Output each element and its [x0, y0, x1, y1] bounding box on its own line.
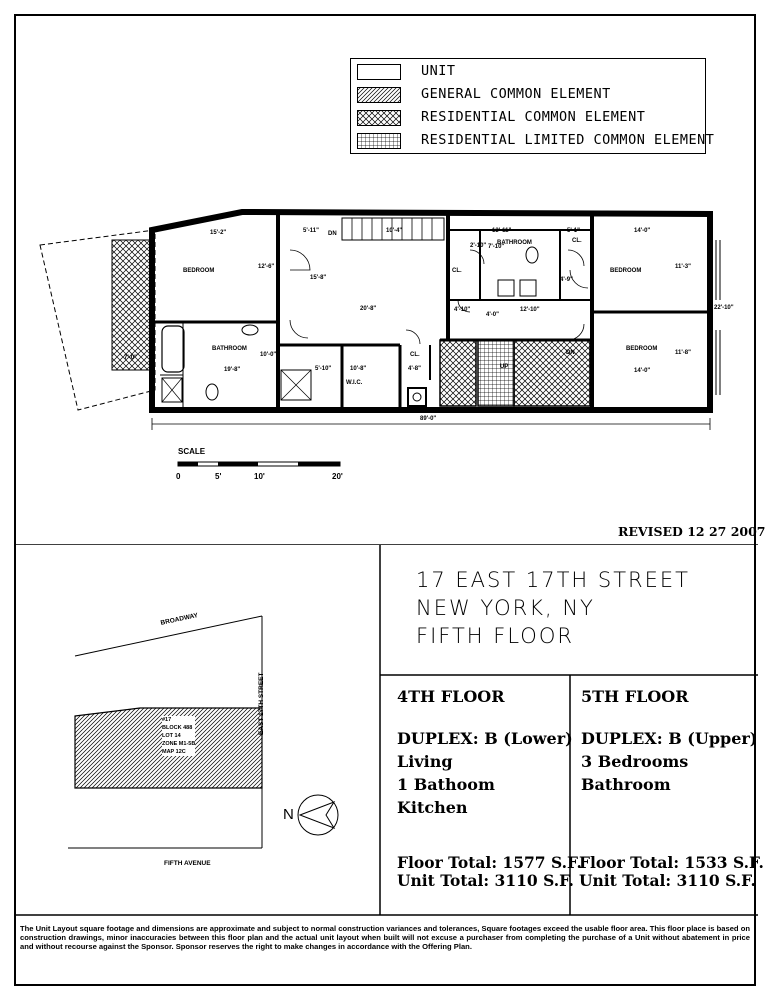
- dimension-label: 4'-10": [454, 307, 471, 313]
- room-label: BATHROOM: [212, 346, 247, 352]
- address-line3: FIFTH FLOOR: [416, 624, 574, 648]
- dimension-label: 11'-3": [675, 264, 691, 270]
- floor-heading: 5TH FLOOR: [581, 687, 689, 706]
- dimension-label: 10'-8": [350, 366, 367, 372]
- address-line2: NEW YORK, NY: [416, 596, 595, 620]
- floor-total: Floor Total: 1577 S.F.: [397, 853, 582, 872]
- dimension-label: 2'-10": [470, 243, 487, 249]
- lot-line: BLOCK 488: [162, 725, 193, 731]
- dimension-label: 12'-6": [258, 264, 275, 270]
- scale-tick: 10': [254, 472, 265, 481]
- floor-details: [397, 727, 573, 819]
- dimension-label: 22'-10": [714, 305, 734, 311]
- room-label: CL.: [410, 352, 420, 358]
- dimension-label: 20'-8": [360, 306, 377, 312]
- lot-line: LOT 14: [162, 733, 181, 739]
- dimension-label: 19'-8": [224, 367, 241, 373]
- scale-tick: 5': [215, 472, 222, 481]
- dimension-label: 15'-8": [310, 275, 327, 281]
- floor-line: Kitchen: [397, 798, 468, 817]
- floor-total: Floor Total: 1533 S.F.: [579, 853, 764, 872]
- room-label: CL.: [572, 238, 582, 244]
- dimension-label: 15'-2": [210, 230, 227, 236]
- floor-heading: 4TH FLOOR: [397, 687, 505, 706]
- floor-line: DUPLEX: B (Upper): [581, 729, 758, 748]
- floor-line: DUPLEX: B (Lower): [397, 729, 573, 748]
- dimension-label: 11'-8": [675, 350, 691, 356]
- floor-line: 3 Bedrooms: [581, 752, 689, 771]
- room-label: BEDROOM: [183, 268, 215, 274]
- room-label: CL.: [452, 268, 462, 274]
- dimension-label: 14'-0": [634, 228, 651, 234]
- address-line1: 17 EAST 17TH STREET: [416, 568, 690, 592]
- floor-line: Living: [397, 752, 453, 771]
- street-label-broadway: BROADWAY: [160, 612, 199, 627]
- dimension-label: 14'-0": [634, 368, 651, 374]
- legend-label: RESIDENTIAL COMMON ELEMENT: [421, 109, 646, 125]
- dimension-label: 12'-10": [520, 307, 540, 313]
- legend-label: RESIDENTIAL LIMITED COMMON ELEMENT: [421, 132, 715, 148]
- stair-label: DN: [566, 350, 575, 356]
- dimension-label: 10'-0": [260, 352, 277, 358]
- legend-label: GENERAL COMMON ELEMENT: [421, 86, 611, 102]
- dimension-label: 10'-4": [386, 228, 403, 234]
- floor-totals: [579, 854, 764, 890]
- lot-info: [162, 716, 195, 756]
- dimension-label: 5'-11": [303, 228, 319, 234]
- room-label: W.I.C.: [346, 380, 363, 386]
- unit-total: Unit Total: 3110 S.F.: [397, 871, 574, 890]
- lot-line: #17: [162, 717, 172, 723]
- north-arrow: [300, 802, 334, 828]
- lot-line: MAP 12C: [162, 749, 186, 755]
- lot-line: ZONE M1-5B: [162, 741, 196, 747]
- north-label: N: [283, 806, 294, 823]
- dimension-label: 4'-0": [486, 312, 499, 318]
- dimension-label: 13'-11": [492, 228, 512, 234]
- dimension-label: 5'-10": [315, 366, 332, 372]
- street-label-east17: EAST 17TH STREET: [258, 672, 265, 735]
- floor-details: [581, 727, 757, 796]
- dimension-label: 4'-8": [408, 366, 421, 372]
- room-label: BEDROOM: [610, 268, 642, 274]
- unit-total: Unit Total: 3110 S.F.: [579, 871, 756, 890]
- room-label: BATHROOM: [497, 240, 532, 246]
- dimension-label: 5'-1": [567, 228, 580, 234]
- dimension-label: 4'-9": [560, 277, 573, 283]
- street-label-fifth: FIFTH AVENUE: [164, 860, 211, 867]
- scale-tick: 20': [332, 472, 343, 481]
- floor-totals: [397, 854, 582, 890]
- floor-line: Bathroom: [581, 775, 671, 794]
- dimension-label: 89'-0": [420, 416, 437, 422]
- room-label: BEDROOM: [626, 346, 658, 352]
- scale-tick: 0: [176, 472, 181, 481]
- stair-label: UP: [500, 364, 509, 370]
- dimension-label: 7'-0": [124, 355, 137, 361]
- disclaimer: The Unit Layout square footage and dimensions are approximate and subject to normal construction variances and tolerances, Square footages exceed the usable floor area. This floor place is based on construction drawings, minor inaccuracies between this floor plan and the actual unit layout when built will not excuse a purchaser from completing the purchase of a Unit without abatement in price and without recourse against the Sponsor. Sponsor reserves the right to make changes in accordance with the Offering Plan.: [20, 924, 750, 952]
- revised-date: REVISED 12 27 2007: [618, 524, 766, 539]
- floor-line: 1 Bathoom: [397, 775, 495, 794]
- dimension-label: 7'-10": [488, 244, 505, 250]
- north-arrow-circle: [298, 795, 338, 835]
- legend-label: UNIT: [421, 63, 456, 79]
- stair-label: DN: [328, 231, 337, 237]
- scale-label: SCALE: [178, 447, 206, 456]
